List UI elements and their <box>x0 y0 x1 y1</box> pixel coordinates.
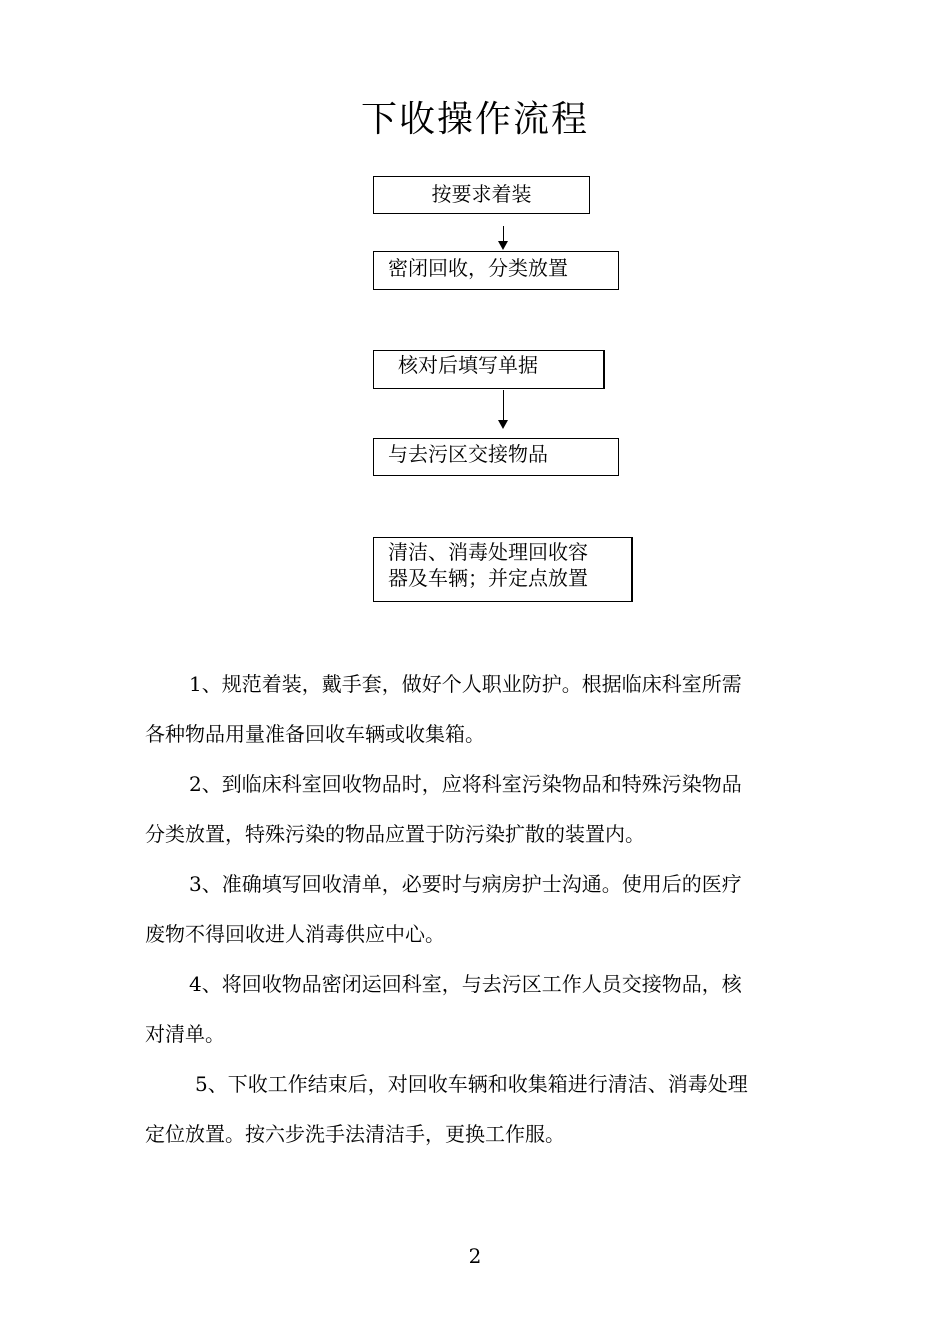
paragraph-4 <box>145 959 810 1059</box>
paragraph-line: 分类放置，特殊污染的物品应置于防污染扩散的装置内。 <box>145 822 645 846</box>
paragraph-line: 5、下收工作结束后，对回收车辆和收集箱进行清洁、消毒处理 <box>195 1072 748 1096</box>
paragraph-line: 2、到临床科室回收物品时，应将科室污染物品和特殊污染物品 <box>189 772 742 796</box>
flow-arrow-down-icon <box>503 226 504 248</box>
flow-step-handover: 与去污区交接物品 <box>373 438 619 476</box>
paragraph-line: 废物不得回收进人消毒供应中心。 <box>145 922 445 946</box>
page-title: 下收操作流程 <box>360 99 589 140</box>
flow-step-clean-line1: 清洁、消毒处理回收容 <box>388 540 588 564</box>
flow-step-collect: 密闭回收，分类放置 <box>373 251 619 290</box>
paragraph-1 <box>145 659 810 759</box>
paragraph-line: 1、规范着装，戴手套，做好个人职业防护。根据临床科室所需 <box>189 672 742 696</box>
paragraph-line: 3、准确填写回收清单，必要时与病房护士沟通。使用后的医疗 <box>189 872 742 896</box>
flow-step-clean <box>373 537 633 602</box>
paragraph-line: 对清单。 <box>145 1022 225 1046</box>
flow-step-dress: 按要求着装 <box>373 176 590 214</box>
flow-arrow-down-icon <box>503 390 504 427</box>
paragraph-3 <box>145 859 810 959</box>
paragraph-2 <box>145 759 810 859</box>
paragraph-line: 各种物品用量准备回收车辆或收集箱。 <box>145 722 485 746</box>
page-number: 2 <box>468 1244 482 1268</box>
flow-step-verify: 核对后填写单据 <box>373 350 605 389</box>
paragraph-line: 定位放置。按六步洗手法清洁手，更换工作服。 <box>145 1122 565 1146</box>
paragraph-5 <box>145 1059 810 1159</box>
paragraph-line: 4、将回收物品密闭运回科室，与去污区工作人员交接物品，核 <box>189 972 742 996</box>
flow-step-clean-line2: 器及车辆；并定点放置 <box>388 566 588 590</box>
